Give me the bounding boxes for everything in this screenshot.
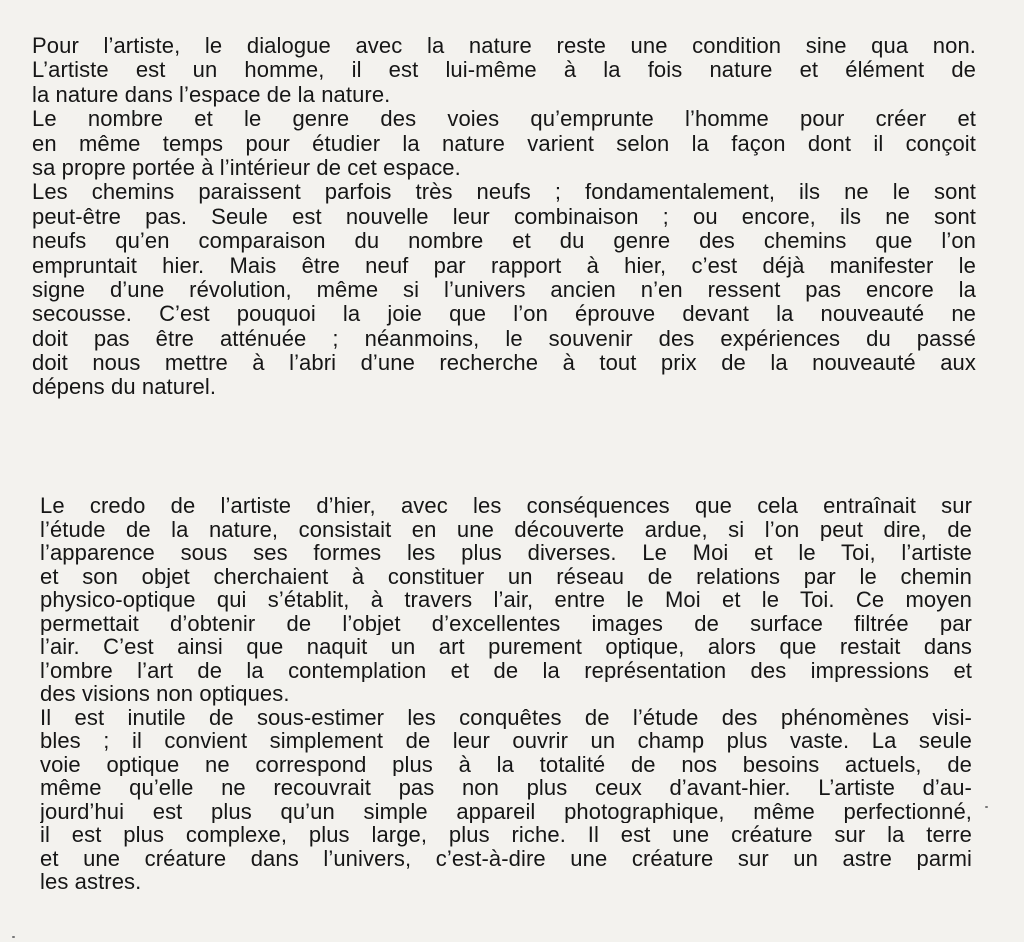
text-line: sa propre portée à l’intérieur de cet espace. xyxy=(32,155,461,180)
text-line: doit nous mettre à l’abri d’une recherche à tout prix de la nouveauté aux xyxy=(32,351,976,376)
text-line: jourd’hui est plus qu’un simple appareil photographique, même perfectionné, xyxy=(40,799,972,823)
text-line: peut-être pas. Seule est nouvelle leur combinaison ; ou encore, ils ne sont xyxy=(32,204,976,229)
text-block-1 xyxy=(32,34,976,400)
text-line: Le credo de l’artiste d’hier, avec les conséquences que cela entraînait sur xyxy=(40,494,972,518)
text-line: l’air. C’est ainsi que naquit un art purement optique, alors que restait dans xyxy=(40,635,972,659)
text-line: secousse. C’est pouquoi la joie que l’on éprouve devant la nouveauté ne xyxy=(32,302,976,327)
text-line: l’apparence sous ses formes les plus diverses. Le Moi et le Toi, l’artiste xyxy=(40,541,972,565)
text-line: les astres. xyxy=(40,870,142,894)
text-line: Pour l’artiste, le dialogue avec la nature reste une condition sine qua non. xyxy=(32,34,976,58)
text-line: la nature dans l’espace de la nature. xyxy=(32,82,391,107)
text-line: et une créature dans l’univers, c’est-à-dire une créature sur un astre parmi xyxy=(40,846,972,870)
text-line: L’artiste est un homme, il est lui-même à la fois nature et élément de xyxy=(32,58,976,83)
text-line: l’étude de la nature, consistait en une découverte ardue, si l’on peut dire, de xyxy=(40,517,972,541)
text-line: il est plus complexe, plus large, plus riche. Il est une créature sur la terre xyxy=(40,823,972,847)
text-line: dépens du naturel. xyxy=(32,375,217,400)
text-line: même qu’elle ne recouvrait pas non plus ceux d’avant-hier. L’artiste d’au- xyxy=(40,776,972,800)
text-block-2 xyxy=(40,494,972,894)
print-speck xyxy=(12,936,15,938)
text-line: Les chemins paraissent parfois très neufs ; fondamentalement, ils ne le sont xyxy=(32,180,976,205)
text-line: bles ; il convient simplement de leur ouvrir un champ plus vaste. La seule xyxy=(40,729,972,753)
text-line: des visions non optiques. xyxy=(40,682,290,706)
text-line: empruntait hier. Mais être neuf par rapport à hier, c’est déjà manifester le xyxy=(32,253,976,278)
text-line: et son objet cherchaient à constituer un réseau de relations par le chemin xyxy=(40,564,972,588)
text-line: signe d’une révolution, même si l’univers ancien n’en ressent pas encore la xyxy=(32,277,976,302)
text-line: physico-optique qui s’établit, à travers l’air, entre le Moi et le Toi. Ce moyen xyxy=(40,588,972,612)
text-line: en même temps pour étudier la nature varient selon la façon dont il conçoit xyxy=(32,131,976,156)
text-line: voie optique ne correspond plus à la totalité de nos besoins actuels, de xyxy=(40,752,972,776)
print-speck xyxy=(985,806,988,808)
text-line: Il est inutile de sous-estimer les conquêtes de l’étude des phénomènes visi- xyxy=(40,705,972,729)
text-line: l’ombre l’art de la contemplation et de la représentation des impressions et xyxy=(40,658,972,682)
text-line: Le nombre et le genre des voies qu’emprunte l’homme pour créer et xyxy=(32,107,976,132)
text-line: permettait d’obtenir de l’objet d’excellentes images de surface filtrée par xyxy=(40,611,972,635)
text-line: neufs qu’en comparaison du nombre et du genre des chemins que l’on xyxy=(32,229,976,254)
text-line: doit pas être atténuée ; néanmoins, le souvenir des expériences du passé xyxy=(32,326,976,351)
